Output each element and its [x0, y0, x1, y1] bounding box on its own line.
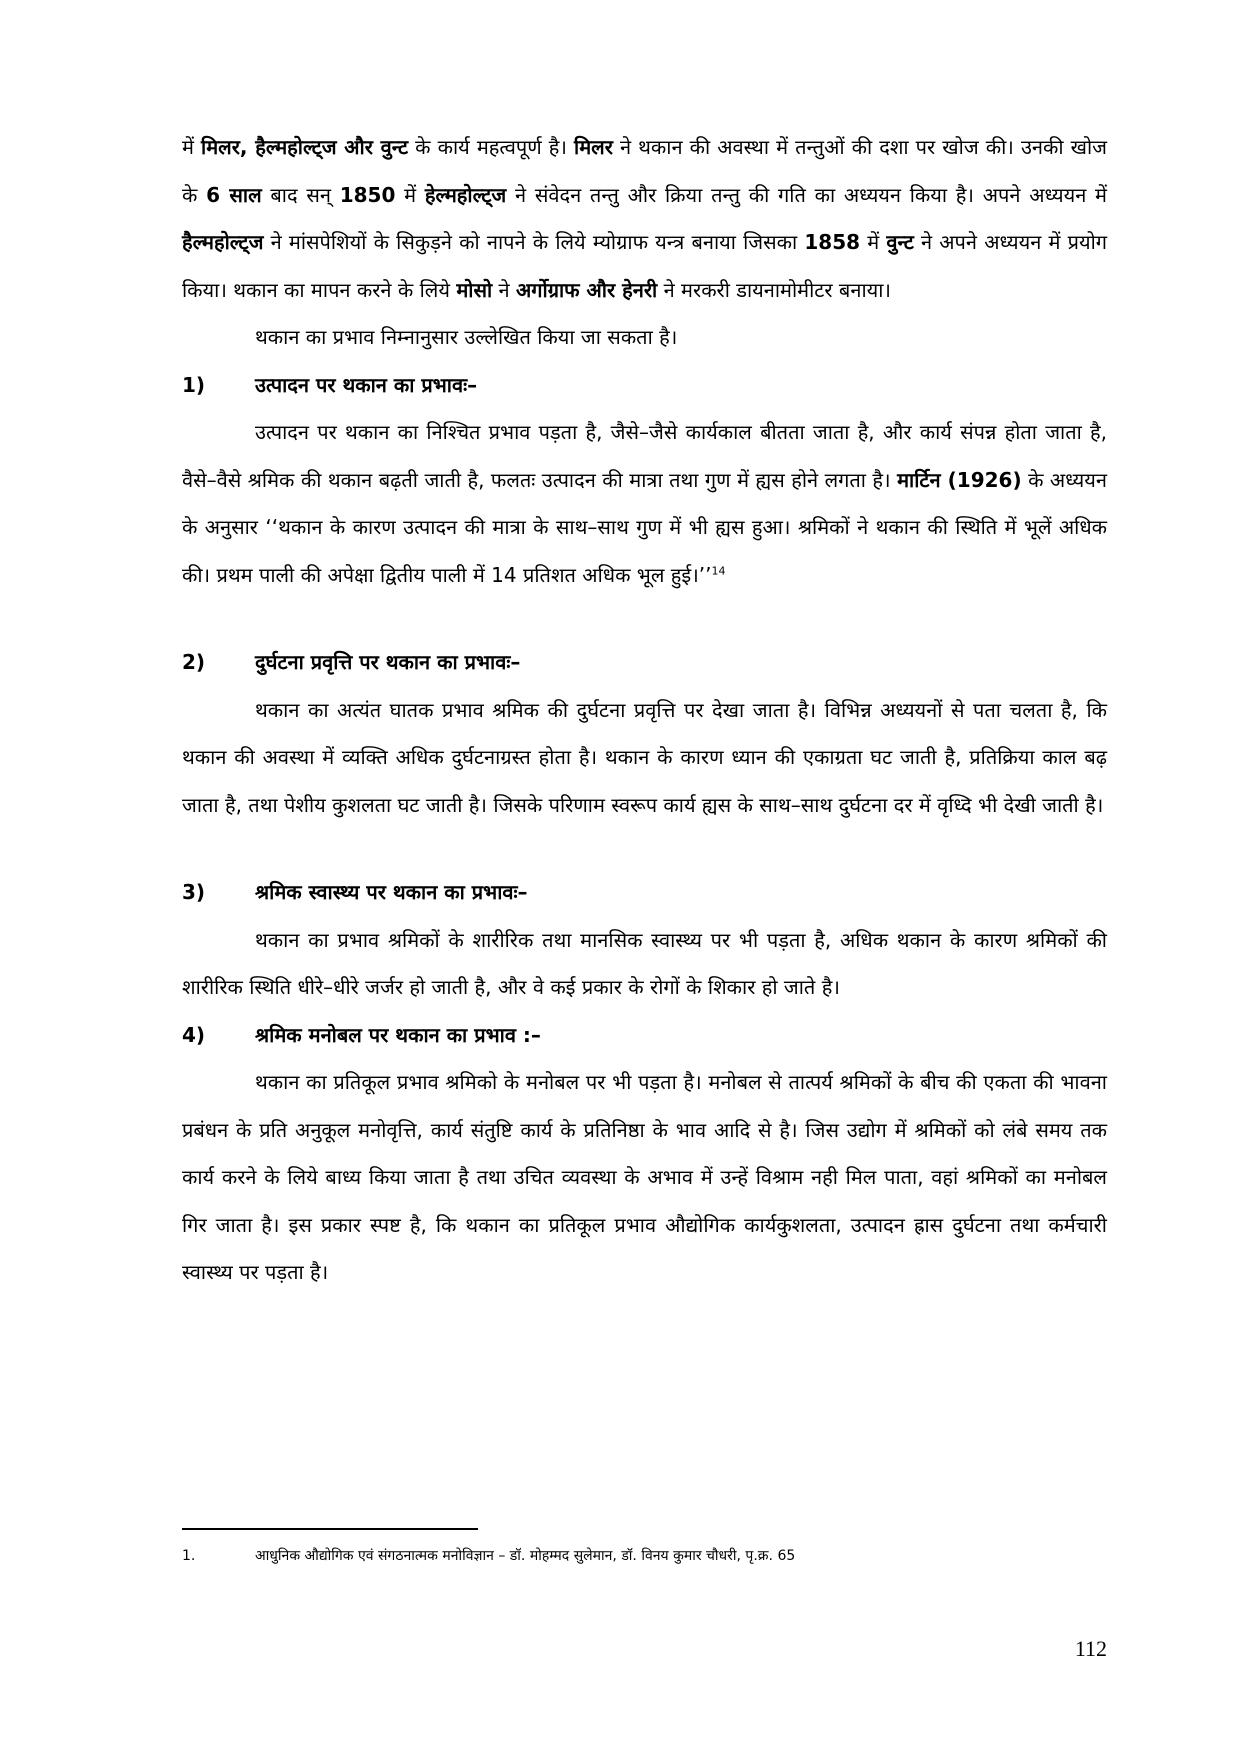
section-paragraph: थकान का प्रतिकूल प्रभाव श्रमिको के मनोबल पर भी पड़ता है। मनोबल से तात्पर्य श्रमिकों के बीच की एकता की भावना प्रबंधन के प्रति अनुकूल मनोवृत्ति, कार्य संतुष्टि कार्य के प्रतिनिष्ठा के भाव आदि से है। जिस उद्योग में श्रमिकों को लंबे समय तक कार्य करने के लिये बाध्य किया जाता है तथा उचित व्यवस्था के अभाव में उन्हें विश्राम नही मिल पाता, वहां श्रमिकों का मनोबल गिर जाता है। इस प्रकार स्पष्ट है, कि थकान का प्रतिकूल प्रभाव औद्योगिक कार्यकुशलता, उत्पादन ह्रास दुर्घटना तथा कर्मचारी स्वास्थ्य पर पड़ता है। [182, 1070, 1107, 1284]
footnote-text: आधुनिक औद्योगिक एवं संगठनात्मक मनोविज्ञान – डॉ. मोहम्मद सुलेमान, डॉ. विनय कुमार चौधरी, पृ.क्र. 65 [255, 1548, 796, 1564]
text-run: के अध्ययन के अनुसार ‘‘थकान के कारण उत्पादन की मात्रा के साथ–साथ गुण में भी ह्यस हुआ। श्रमिकों ने थकान की स्थिति में भूलें अधिक की। प्रथम पाली की अपेक्षा द्वितीय पाली में 14 प्रतिशत अधिक भूल हुई।’’ [182, 467, 1107, 587]
section-heading [182, 639, 1107, 687]
bold-term: मिलर [574, 135, 613, 159]
text-run: ने मरकरी डायनामोमीटर बनाया। [657, 277, 891, 302]
section-title: श्रमिक स्वास्थ्य पर थकान का प्रभावः– [255, 880, 528, 904]
text-run: ने संवेदन तन्तु और क्रिया तन्तु की गति का अध्ययन किया है। अपने अध्ययन में [506, 182, 1108, 207]
section-paragraph [182, 409, 1107, 599]
bold-term: हैल्महोल्ट्ज [182, 230, 264, 254]
text-run: बाद सन् [261, 182, 340, 207]
text-run: उत्पादन पर थकान का निश्चित प्रभाव पड़ता है, जैसे–जैसे कार्यकाल बीतता जाता है, और कार्य संपन्न होता जाता है, वैसे–वैसे श्रमिक की थकान बढ़ती जाती है, फलतः उत्पादन की मात्रा तथा गुण में ह्यस होने लगता है। [182, 420, 1107, 492]
section-title: श्रमिक मनोबल पर थकान का प्रभाव :– [255, 1022, 541, 1047]
text-run: में [182, 135, 202, 159]
text-run: ने मांसपेशियों के सिकुड़ने को नापने के लिये म्योग्राफ यन्त्र बनाया जिसका [263, 230, 805, 254]
footnote [182, 1546, 1107, 1566]
text-run: में [395, 182, 425, 207]
spacer [182, 599, 1107, 639]
section-heading [182, 869, 1107, 917]
section-heading [182, 1012, 1107, 1060]
text-run: में [860, 230, 887, 254]
text-run: के कार्य महत्वपूर्ण है। [408, 135, 575, 159]
text-run: ने थकान की अवस्था में तन्तुओं की दशा पर खोज की। उनकी खोज के [182, 135, 1107, 207]
section-title: दुर्घटना प्रवृत्ति पर थकान का प्रभावः– [255, 650, 521, 674]
section-paragraph: थकान का प्रभाव श्रमिकों के शारीरिक तथा मानसिक स्वास्थ्य पर भी पड़ता है, अधिक थकान के कारण श्रमिकों की शारीरिक स्थिति धीरे–धीरे जर्जर हो जाती है, और वे कई प्रकार के रोगों के शिकार हो जाते है। [182, 927, 1107, 999]
body-text [182, 124, 1107, 1297]
spacer [182, 829, 1107, 869]
lead-in-paragraph: थकान का प्रभाव निम्नानुसार उल्लेखित किया जा सकता है। [255, 325, 678, 349]
section-number: 3) [182, 880, 206, 904]
bold-term: मिलर, हैल्महोल्ट्ज और वुन्ट [201, 135, 409, 159]
text-run: ने [492, 277, 516, 302]
footnote-number: 1. [182, 1548, 196, 1564]
page-number: 112 [1074, 1636, 1107, 1661]
section-number: 4) [182, 1022, 206, 1047]
section-paragraph: थकान का अत्यंत घातक प्रभाव श्रमिक की दुर्घटना प्रवृत्ति पर देखा जाता है। विभिन्न अध्ययनों से पता चलता है, कि थकान की अवस्था में व्यक्ति अधिक दुर्घटनाग्रस्त होता है। थकान के कारण ध्यान की एकाग्रता घट जाती है, प्रतिक्रिया काल बढ़ जाता है, तथा पेशीय कुशलता घट जाती है। जिसके परिणाम स्वरूप कार्य ह्यस के साथ–साथ दुर्घटना दर में वृध्दि भी देखी जाती है। [182, 697, 1107, 817]
section-heading [182, 362, 1107, 410]
text-run: ने अपने अध्ययन में प्रयोग किया। थकान का मापन करने के लिये [182, 230, 1108, 302]
intro-paragraph [182, 124, 1107, 314]
section-title: उत्पादन पर थकान का प्रभावः– [255, 372, 478, 397]
footnote-reference: 14 [711, 563, 726, 577]
bold-term: 6 साल [206, 182, 262, 207]
bold-term: 1858 [804, 230, 861, 254]
bold-term: 1850 [339, 182, 396, 207]
bold-term: वुन्ट [886, 230, 914, 254]
bold-term: मोसो [456, 277, 493, 302]
bold-term: मार्टिन (1926) [897, 467, 1022, 492]
bold-term: अर्गोग्राफ और हेनरी [515, 277, 658, 302]
bold-term: हेल्महोल्ट्ज [424, 182, 507, 207]
footnote-divider [182, 1528, 478, 1530]
section-number: 1) [182, 372, 206, 397]
section-number: 2) [182, 650, 206, 674]
